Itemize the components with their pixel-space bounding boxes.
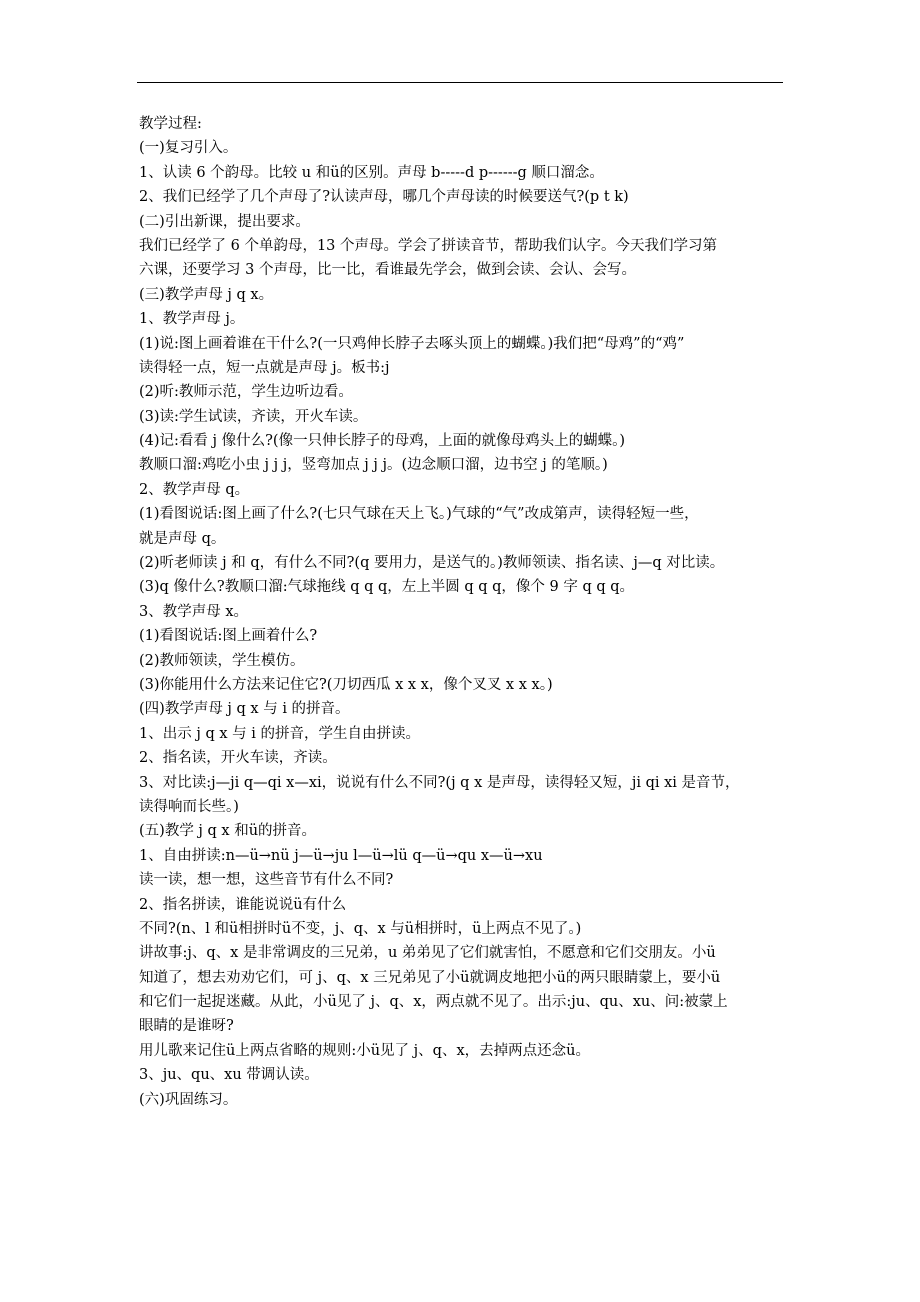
- text-line: 1、自由拼读:n—ü→nü j—ü→ju l—ü→lü q—ü→qu x—ü→xu: [139, 847, 543, 864]
- text-line: 3、ju、qu、xu 带调认读。: [139, 1067, 319, 1084]
- document-body: [139, 112, 787, 1112]
- text-line: 读得轻一点，短一点就是声母 j。板书:j: [139, 359, 390, 376]
- text-line: 讲故事:j、q、x 是非常调皮的三兄弟，u 弟弟见了它们就害怕，不愿意和它们交朋友。小ü: [139, 945, 716, 962]
- text-line: 2、教学声母 q。: [139, 481, 250, 498]
- text-line: (五)教学 j q x 和ü的拼音。: [139, 823, 317, 840]
- text-line: 六课，还要学习 3 个声母，比一比，看谁最先学会，做到会读、会认、会写。: [139, 262, 636, 279]
- text-line: (二)引出新课，提出要求。: [139, 213, 310, 230]
- text-line: 1、教学声母 j。: [139, 311, 245, 328]
- text-line: (3)读:学生试读，齐读，开火车读。: [139, 408, 368, 425]
- text-line: (3)你能用什么方法来记住它?(刀切西瓜 x x x，像个叉叉 x x x。): [139, 676, 553, 693]
- text-line: (三)教学声母 j q x。: [139, 286, 274, 303]
- text-line: (六)巩固练习。: [139, 1091, 238, 1108]
- text-line: 教顺口溜:鸡吃小虫 j j j，竖弯加点 j j j。(边念顺口溜，边书空 j 的笔顺。): [139, 457, 608, 474]
- text-line: (2)听:教师示范，学生边听边看。: [139, 384, 353, 401]
- text-line: 1、出示 j q x 与 i 的拼音，学生自由拼读。: [139, 725, 420, 742]
- text-line: 读得响而长些。): [139, 798, 239, 815]
- text-line: 3、对比读:j—ji q—qi x—xi，说说有什么不同?(j q x 是声母，读得轻又短，ji qi xi 是音节，: [139, 774, 740, 791]
- text-line: 2、指名读，开火车读，齐读。: [139, 750, 337, 767]
- text-line: 读一读，想一想，这些音节有什么不同?: [139, 872, 394, 889]
- text-line: 用儿歌来记住ü上两点省略的规则:小ü见了 j、q、x，去掉两点还念ü。: [139, 1042, 590, 1059]
- text-line: 眼睛的是谁呀?: [139, 1018, 234, 1035]
- text-line: 1、认读 6 个韵母。比较 u 和ü的区别。声母 b-----d p------g 顺口溜念。: [139, 164, 604, 181]
- text-line: 2、指名拼读，谁能说说ü有什么: [139, 896, 347, 913]
- text-line: (1)说:图上画着谁在干什么?(一只鸡伸长脖子去啄头顶上的蝴蝶。)我们把“母鸡”的“鸡”: [139, 335, 685, 352]
- header-rule: [137, 82, 783, 83]
- text-line: 知道了，想去劝劝它们，可 j、q、x 三兄弟见了小ü就调皮地把小ü的两只眼睛蒙上，要小ü: [139, 969, 721, 986]
- text-line: 我们已经学了 6 个单韵母，13 个声母。学会了拼读音节，帮助我们认字。今天我们学习第: [139, 237, 717, 254]
- text-line: (四)教学声母 j q x 与 i 的拼音。: [139, 701, 350, 718]
- text-line: 教学过程:: [139, 116, 202, 132]
- text-line: (1)看图说话:图上画了什么?(七只气球在天上飞。)气球的“气”改成第声，读得轻短一些，: [139, 506, 699, 523]
- text-line: 2、我们已经学了几个声母了?认读声母，哪几个声母读的时候要送气?(p t k): [139, 189, 629, 206]
- text-line: (3)q 像什么?教顺口溜:气球拖线 q q q，左上半圆 q q q，像个 9 字 q q q。: [139, 579, 635, 596]
- text-line: (2)教师领读，学生模仿。: [139, 652, 305, 669]
- text-line: (1)看图说话:图上画着什么?: [139, 628, 318, 645]
- text-line: 就是声母 q。: [139, 530, 226, 547]
- text-line: (一)复习引入。: [139, 140, 238, 157]
- text-line: (2)听老师读 j 和 q，有什么不同?(q 要用力，是送气的。)教师领读、指名读、j—q 对比读。: [139, 555, 725, 572]
- text-line: 3、教学声母 x。: [139, 603, 249, 620]
- text-line: 不同?(n、l 和ü相拼时ü不变，j、q、x 与ü相拼时，ü上两点不见了。): [139, 920, 582, 937]
- text-line: 和它们一起捉迷藏。从此，小ü见了 j、q、x，两点就不见了。出示:ju、qu、xu、问:被蒙上: [139, 994, 728, 1011]
- text-line: (4)记:看看 j 像什么?(像一只伸长脖子的母鸡，上面的就像母鸡头上的蝴蝶。): [139, 433, 625, 450]
